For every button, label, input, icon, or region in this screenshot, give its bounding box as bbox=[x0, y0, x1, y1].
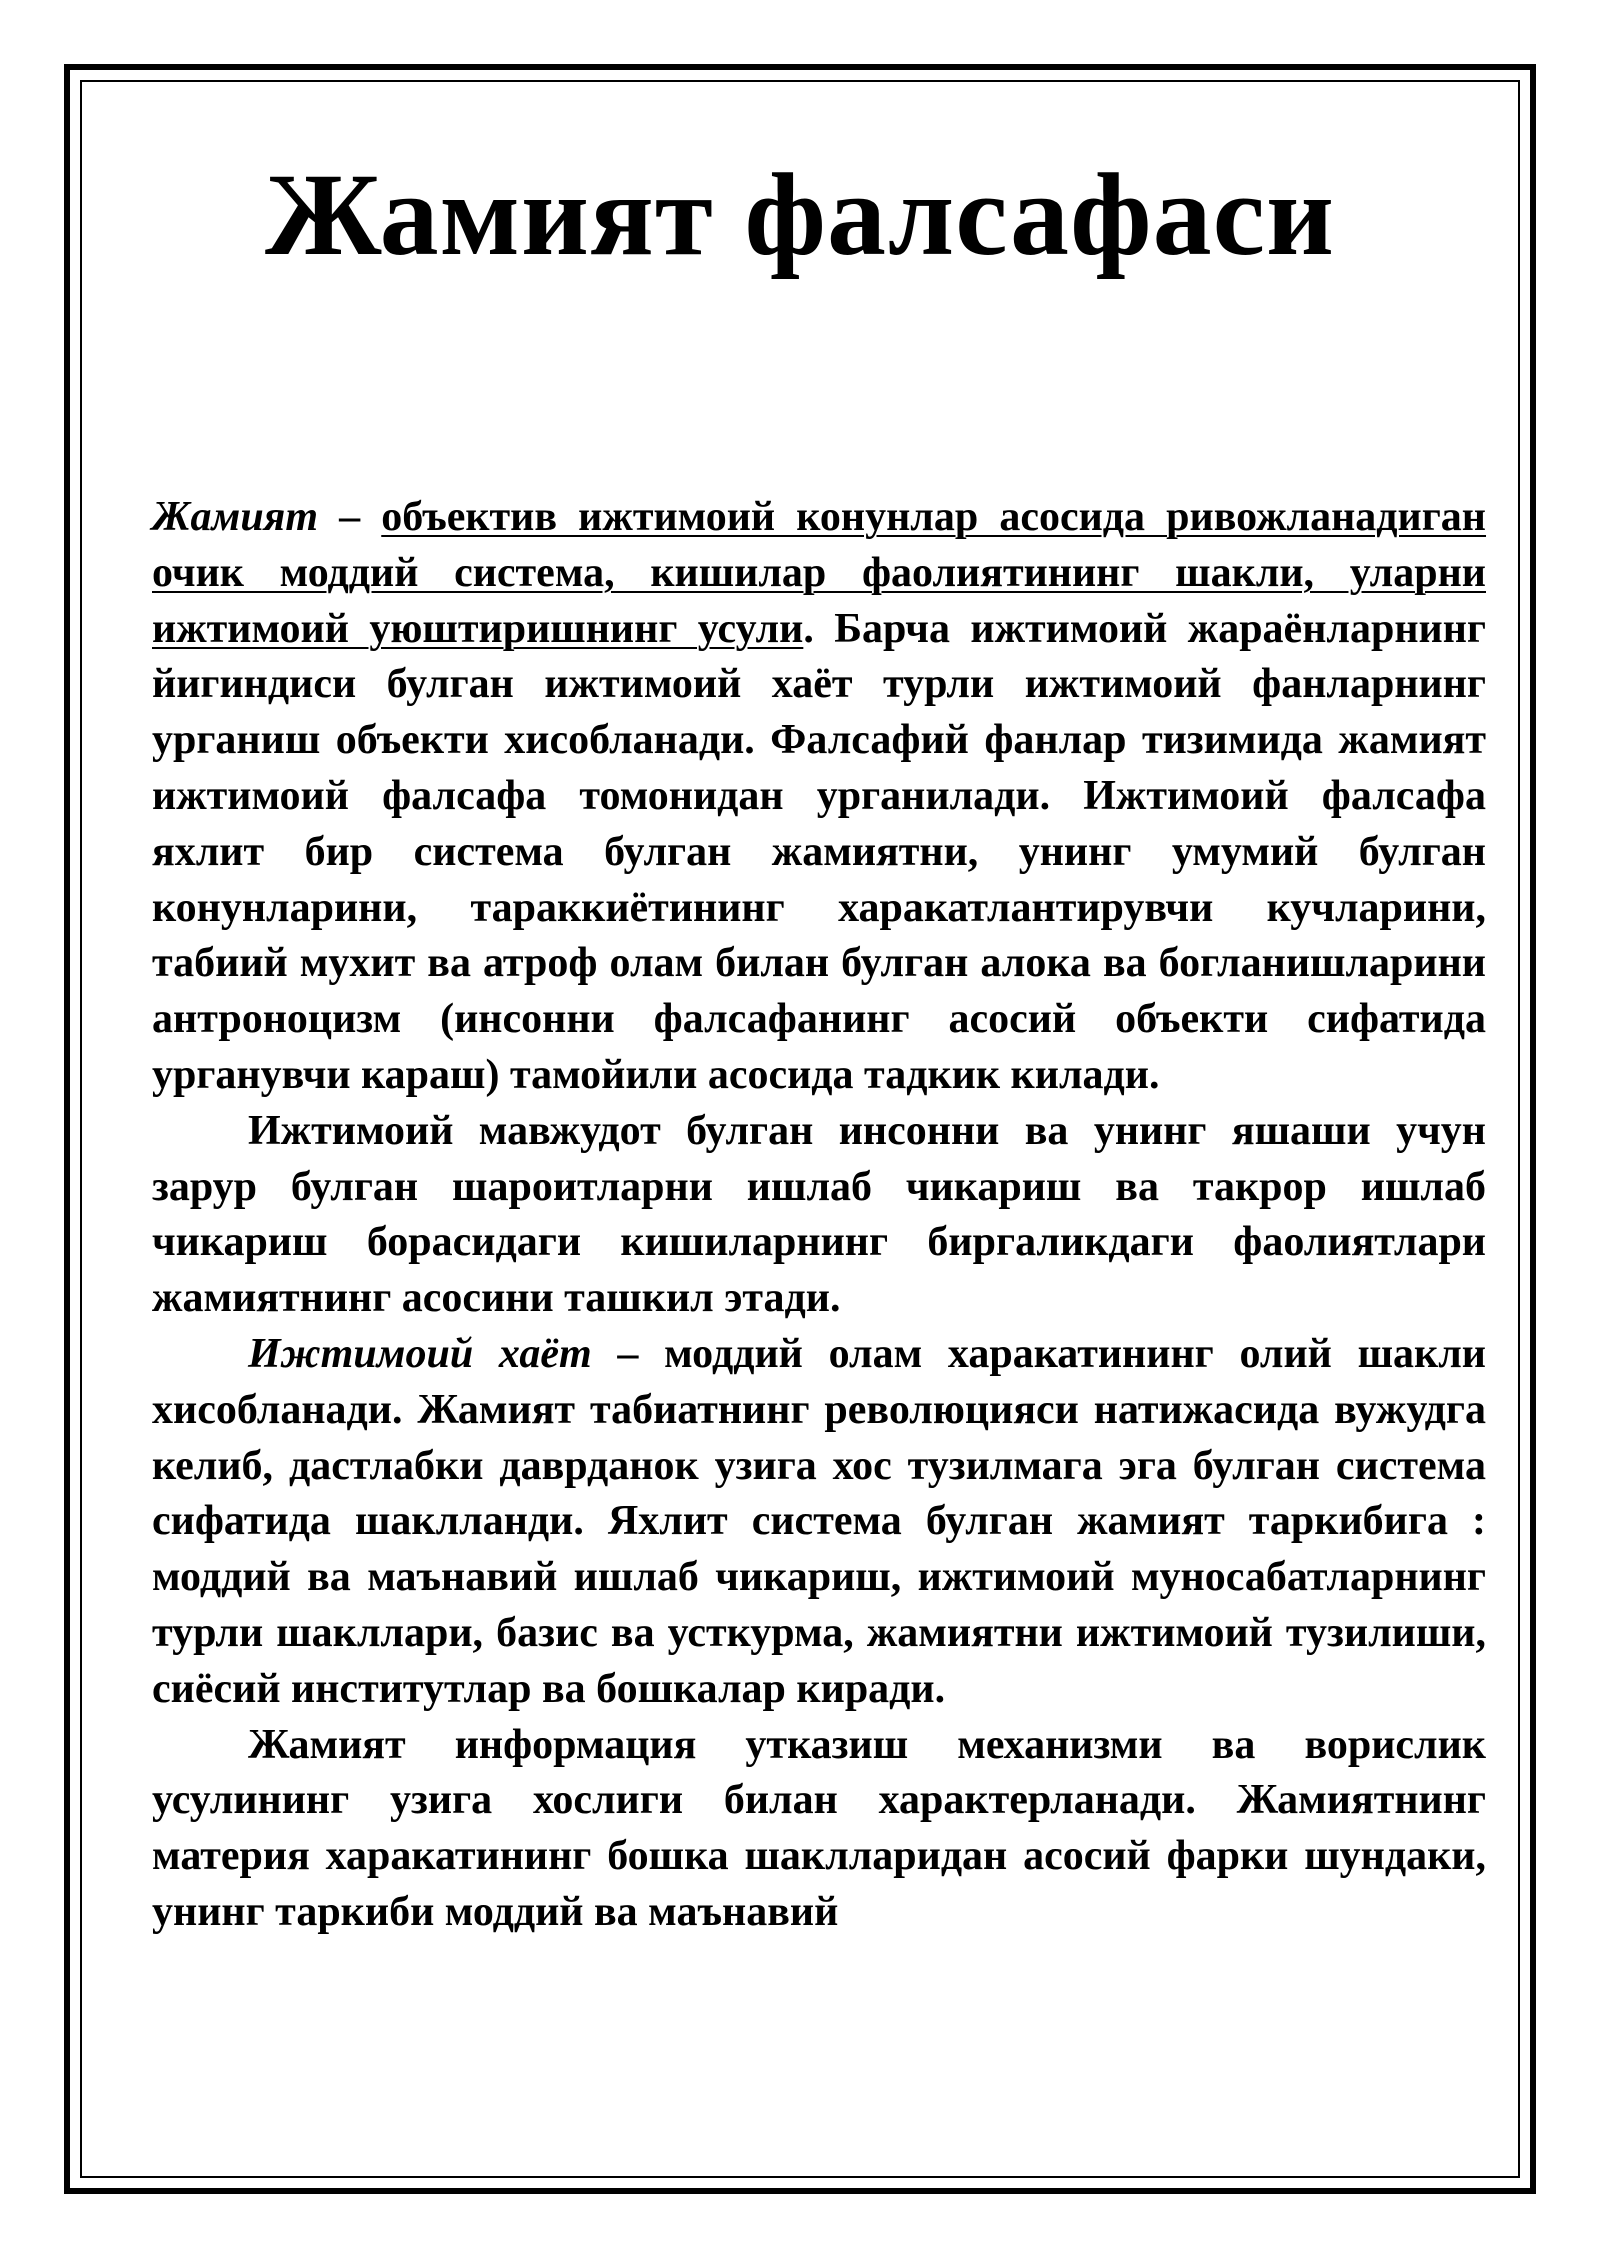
paragraph-3-text: – моддий олам харакатининг олий шакли хисобланади. Жамият табиатнинг революцияси натижасида вужудга келиб, дастлабки даврданок узига хос тузилмага эга булган система сифатида шаклланди. Яхлит система булган жамият таркибига : моддий ва маънавий ишлаб чикариш, ижтимоий муносабатларнинг турли шакллари, базис ва усткурма, жамиятни ижтимоий тузилиши, сиёсий институтлар ва бошкалар киради. bbox=[152, 1330, 1487, 1712]
term-society: Жамият bbox=[152, 494, 318, 540]
document-body bbox=[152, 490, 1486, 1941]
paragraph-1-text: . Барча ижтимоий жараёнларнинг йигиндиси булган ижтимоий хаёт турли ижтимоий фанларнинг урганиш объекти хисобланади. Фалсафий фанлар тизимида жамият ижтимоий фалсафа томонидан урганилади. Ижтимоий фалсафа яхлит бир система булган жамиятни, унинг умумий булган конунларини, тараккиётининг харакатлантирувчи кучларини, табиий мухит ва атроф олам билан булган алока ва богланишларини антроноцизм (инсонни фалсафанинг асосий объекти сифатида урганувчи караш) тамойили асосида тадкик килади. bbox=[152, 605, 1486, 1098]
paragraph-2-text: Ижтимоий мавжудот булган инсонни ва унинг яшаши учун зарур булган шароитларни ишлаб чикариш ва такрор ишлаб чикариш борасидаги кишиларнинг биргаликдаги фаолиятлари жамиятнинг асосини ташкил этади. bbox=[152, 1107, 1486, 1322]
paragraph-1 bbox=[152, 490, 1486, 1104]
paragraph-4-text: Жамият информация утказиш механизми ва ворислик усулининг узига хослиги билан характерланади. Жамиятнинг материя харакатининг бошка шаклларидан асосий фарки шундаки, унинг таркиби моддий ва маънавий bbox=[152, 1721, 1486, 1935]
paragraph-3 bbox=[152, 1327, 1486, 1718]
definition-society: объектив ижтимоий конунлар асосида ривожланадиган очик моддий система, кишилар фаолиятининг шакли, уларни ижтимоий уюштиришнинг усули bbox=[152, 494, 1487, 652]
term-dash: – bbox=[318, 494, 382, 540]
term-social-life: Ижтимоий хаёт bbox=[248, 1330, 592, 1377]
paragraph-4 bbox=[152, 1718, 1486, 1941]
paragraph-2 bbox=[152, 1104, 1486, 1327]
page-title: Жамият фалсафаси bbox=[264, 149, 1336, 280]
